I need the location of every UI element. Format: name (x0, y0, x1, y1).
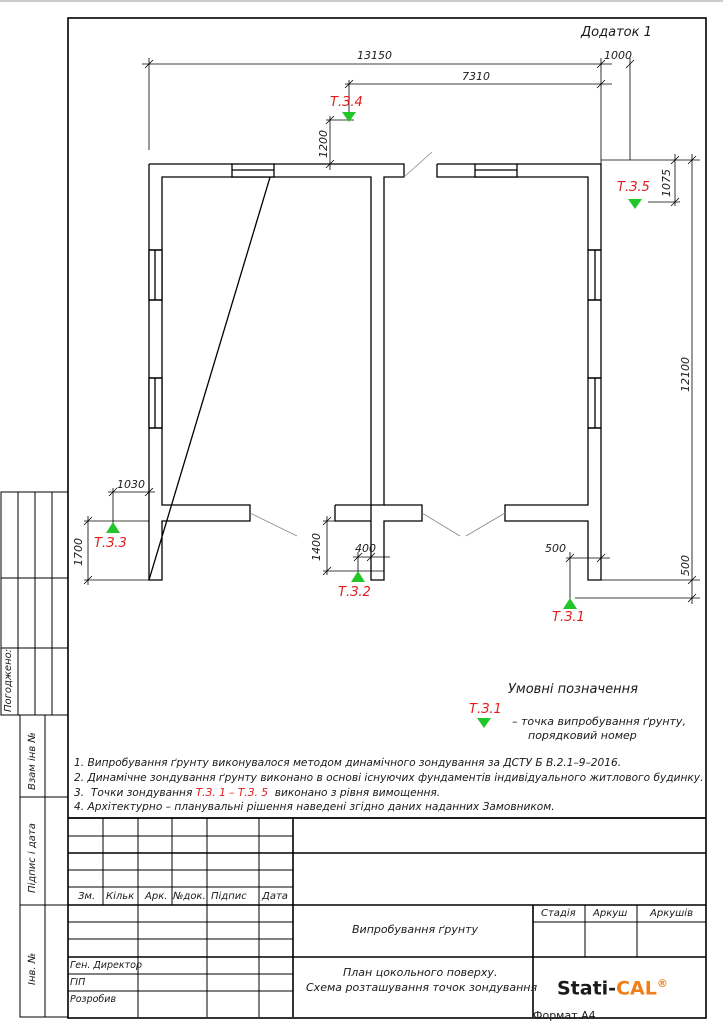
dim-top-offset-t34: 1200 (317, 130, 330, 158)
note-1: 1. Випробування ґрунту виконувалося методом динамічного зондування за ДСТУ Б В.2.1–9–2016. (74, 757, 622, 769)
dim-left-bottom-t33: 1700 (72, 538, 85, 566)
sheet-border (68, 18, 706, 1018)
note-3-text-b: виконано з рівня вимощення. (274, 787, 441, 799)
tb-sheet-title-1: План цокольного поверху. (343, 966, 498, 979)
tb-role-gip: ГІП (70, 977, 86, 988)
probe-markers (106, 112, 642, 728)
tb-col-sign: Підпис (211, 891, 247, 902)
legend-text-line2: порядковий номер (528, 729, 637, 742)
tb-object-name: Випробування ґрунту (352, 923, 478, 936)
tb-col-doc: №док. (173, 891, 206, 902)
probe-marker-t33 (106, 522, 120, 533)
company-logo-reg: ® (656, 977, 668, 990)
dim-left-offset-t33: 1030 (117, 478, 145, 491)
tb-col-ark: Арк. (145, 891, 168, 902)
probe-marker-t34 (342, 112, 356, 122)
building-walls (149, 164, 601, 580)
tb-sheets-label: Аркушів (650, 908, 693, 919)
company-logo-part1: Stati- (557, 977, 617, 1000)
tb-stage-label: Стадія (541, 908, 576, 919)
note-3-range: Т.З. 1 – Т.З. 5 (195, 787, 268, 799)
probe-marker-t35 (628, 199, 642, 209)
note-2: 2. Динамічне зондування ґрунту виконано в основі існуючих фундаментів індивідуального житлового будинку. (74, 772, 704, 784)
company-logo-part2: CAL (616, 977, 657, 1000)
dim-middle-span: 7310 (462, 70, 490, 83)
label-t31: Т.З.1 (552, 610, 585, 625)
dim-t31-vertical: 500 (679, 555, 692, 576)
note-3-number: 3. (74, 787, 85, 799)
note-4: 4. Архітектурно – планувальні рішення наведені згідно даних наданних Замовником. (74, 801, 555, 813)
side-inv-no: Інв. № (27, 952, 38, 985)
tb-sheet-label: Аркуш (593, 908, 628, 919)
dim-t31-horizontal: 500 (545, 542, 566, 555)
dim-height-main: 12100 (679, 357, 692, 392)
probe-marker-t32 (351, 571, 365, 582)
tb-col-date: Дата (262, 891, 288, 902)
side-agreed: Погоджено: (3, 648, 14, 712)
dim-t32-vertical: 1400 (310, 533, 323, 561)
tb-col-kilk: Кільк (106, 891, 135, 902)
format-label: Формат А4 (533, 1009, 596, 1022)
company-logo (557, 978, 668, 998)
legend-marker (477, 718, 491, 728)
tb-col-zm: Зм. (78, 891, 96, 902)
note-3 (74, 788, 440, 799)
side-inv-replace: Взам інв № (27, 732, 38, 790)
label-t35: Т.З.5 (617, 180, 650, 195)
door-swings (250, 152, 505, 536)
tb-sheet-title-2: Схема розташування точок зондування (306, 981, 538, 994)
label-t34: Т.З.4 (330, 95, 363, 110)
legend-symbol-label: Т.З.1 (469, 702, 502, 717)
tb-role-author: Розробив (70, 994, 117, 1005)
label-t33: Т.З.3 (94, 536, 127, 551)
note-3-text-a: Точки зондування (90, 787, 193, 799)
dim-total-width: 13150 (357, 49, 392, 62)
dim-right-offset: 1000 (604, 49, 632, 62)
dim-right-top-offset: 1075 (660, 169, 673, 197)
legend-text-line1: – точка випробування ґрунту, (512, 715, 686, 728)
dimension-lines (84, 58, 700, 604)
dim-t32-horizontal: 400 (355, 542, 376, 555)
appendix-title: Додаток 1 (581, 25, 652, 40)
side-sign-date: Підпис і дата (27, 823, 38, 893)
legend-title: Умовні позначення (508, 682, 638, 697)
tb-role-director: Ген. Директор (70, 960, 142, 971)
probe-marker-t31 (563, 598, 577, 609)
label-t32: Т.З.2 (338, 585, 371, 600)
